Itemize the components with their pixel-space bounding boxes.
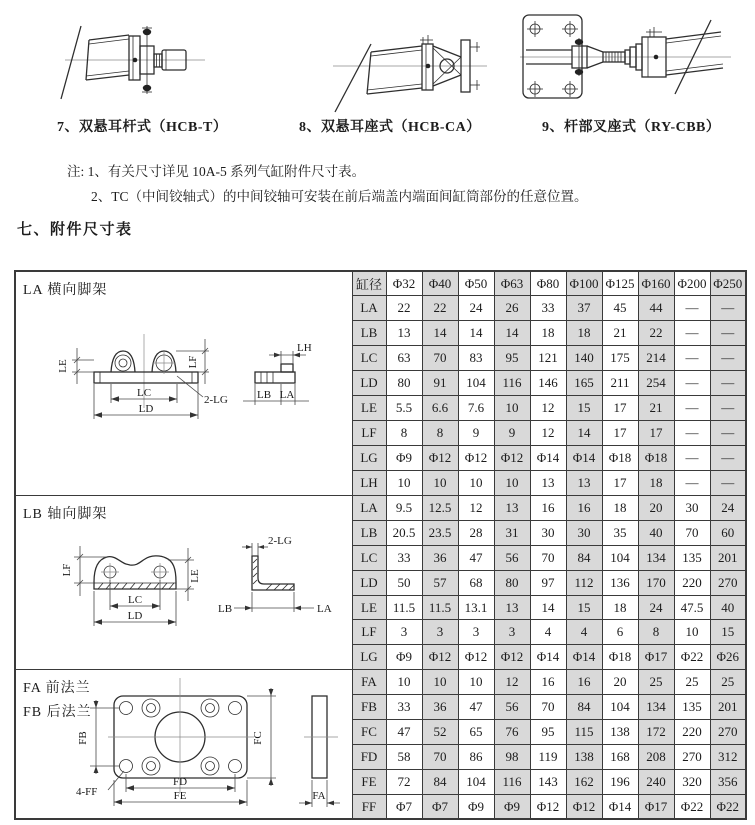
dim-value: 30 xyxy=(674,496,710,521)
dim-value: 10 xyxy=(458,670,494,695)
dim-value: 356 xyxy=(710,769,746,794)
dim-value: 104 xyxy=(602,695,638,720)
dim-value: 98 xyxy=(494,744,530,769)
dim-value: 4 xyxy=(530,620,566,645)
dim-value: 7.6 xyxy=(458,396,494,421)
dim-value: 11.5 xyxy=(386,595,422,620)
dim-value: 18 xyxy=(638,471,674,496)
dim-value: 63 xyxy=(386,346,422,371)
dim-value: 25 xyxy=(710,670,746,695)
row-label: LB xyxy=(352,520,386,545)
dim-value: 104 xyxy=(458,769,494,794)
dim-value: 12 xyxy=(530,396,566,421)
dim-value: 80 xyxy=(386,371,422,396)
dim-value: 162 xyxy=(566,769,602,794)
dim-value: Φ22 xyxy=(674,645,710,670)
dim-value: 13 xyxy=(530,471,566,496)
column-header: Φ100 xyxy=(566,271,602,296)
dim-value: 23.5 xyxy=(422,520,458,545)
flange-drawing xyxy=(16,670,351,818)
dim-value: 115 xyxy=(566,720,602,745)
row-label: FC xyxy=(352,720,386,745)
dim-value: 47.5 xyxy=(674,595,710,620)
dim-value: 68 xyxy=(458,570,494,595)
header-row xyxy=(15,271,746,296)
dim-value: 3 xyxy=(494,620,530,645)
dim-value: 18 xyxy=(602,595,638,620)
dim-value: 17 xyxy=(602,396,638,421)
dim-value: 45 xyxy=(602,296,638,321)
dim-value: 10 xyxy=(458,471,494,496)
dim-label-ld: LD xyxy=(138,403,154,415)
dim-value: 22 xyxy=(422,296,458,321)
dim-value: 52 xyxy=(422,720,458,745)
dim-value: 20 xyxy=(602,670,638,695)
figure-rod-fork-mount-drawing xyxy=(515,2,737,116)
dim-value: — xyxy=(710,421,746,446)
dim-label-lh: LH xyxy=(297,342,312,354)
dim-value: 138 xyxy=(602,720,638,745)
dim-value: 17 xyxy=(602,471,638,496)
table-row xyxy=(15,496,746,521)
row-label: LF xyxy=(352,620,386,645)
diagram-title-rear-flange: FB 后法兰 xyxy=(23,705,92,721)
dim-value: 70 xyxy=(422,346,458,371)
dim-value: Φ12 xyxy=(494,645,530,670)
dim-value: 17 xyxy=(638,421,674,446)
dim-value: 254 xyxy=(638,371,674,396)
dim-value: 104 xyxy=(458,371,494,396)
dim-value: 168 xyxy=(602,744,638,769)
dim-value: 47 xyxy=(458,695,494,720)
dim-value: 33 xyxy=(386,695,422,720)
note-line-2: 2、TC（中间铰轴式）的中间铰轴可安装在前后端盖内端面间缸筒部份的任意位置。 xyxy=(91,189,588,204)
dim-value: 95 xyxy=(494,346,530,371)
dim-label-le: LE xyxy=(189,569,201,583)
dim-value: 136 xyxy=(602,570,638,595)
la-bracket-drawing xyxy=(16,272,351,495)
dim-value: Φ22 xyxy=(674,794,710,819)
dim-value: 18 xyxy=(530,321,566,346)
dim-value: 91 xyxy=(422,371,458,396)
dim-value: 84 xyxy=(422,769,458,794)
dim-value: 16 xyxy=(530,670,566,695)
row-label: LF xyxy=(352,421,386,446)
diagram-title: LA 横向脚架 xyxy=(23,283,108,298)
dim-value: 10 xyxy=(422,670,458,695)
dim-value: 24 xyxy=(458,296,494,321)
dim-value: Φ17 xyxy=(638,794,674,819)
dim-value: — xyxy=(710,346,746,371)
dim-value: 12 xyxy=(494,670,530,695)
figure-caption-ry-cbb: 9、杆部叉座式（RY-CBB） xyxy=(542,120,721,135)
note-line-1: 注: 1、有关尺寸详见 10A-5 系列气缸附件尺寸表。 xyxy=(67,164,366,179)
dim-value: 10 xyxy=(422,471,458,496)
dim-value: Φ12 xyxy=(530,794,566,819)
lb-bracket-drawing xyxy=(16,496,351,669)
dim-label-fd: FD xyxy=(172,776,188,789)
dimension-table xyxy=(14,270,747,820)
dim-value: Φ14 xyxy=(566,446,602,471)
dim-value: 14 xyxy=(566,421,602,446)
dim-value: 121 xyxy=(530,346,566,371)
dim-value: 13 xyxy=(494,595,530,620)
dim-value: 65 xyxy=(458,720,494,745)
dim-value: 9.5 xyxy=(386,496,422,521)
dim-value: 44 xyxy=(638,296,674,321)
dim-value: Φ17 xyxy=(638,645,674,670)
dim-label-fc: FC xyxy=(252,731,264,745)
dim-value: 119 xyxy=(530,744,566,769)
column-header: Φ125 xyxy=(602,271,638,296)
dim-value: 60 xyxy=(710,520,746,545)
dim-value: 4 xyxy=(566,620,602,645)
dim-value: 112 xyxy=(566,570,602,595)
dim-value: 13 xyxy=(494,496,530,521)
column-header: Φ50 xyxy=(458,271,494,296)
dim-value: 30 xyxy=(530,520,566,545)
dim-value: 172 xyxy=(638,720,674,745)
diagram-title: LB 轴向脚架 xyxy=(23,507,108,523)
dim-label-lc: LC xyxy=(136,387,152,399)
dim-value: 47 xyxy=(458,545,494,570)
dim-value: — xyxy=(674,321,710,346)
dim-value: Φ9 xyxy=(386,446,422,471)
dim-value: 58 xyxy=(386,744,422,769)
section-title: 七、附件尺寸表 xyxy=(17,222,133,238)
dim-value: Φ14 xyxy=(530,446,566,471)
bore-diameter-header: 缸径 xyxy=(352,271,386,296)
row-label: FB xyxy=(352,695,386,720)
dim-value: 33 xyxy=(386,545,422,570)
dim-value: Φ12 xyxy=(458,446,494,471)
dim-value: 95 xyxy=(530,720,566,745)
dim-label-lb: LB xyxy=(218,603,233,616)
dim-value: Φ26 xyxy=(710,645,746,670)
dim-value: — xyxy=(674,446,710,471)
dim-value: 8 xyxy=(638,620,674,645)
diagram-cell-la xyxy=(15,271,352,496)
dim-value: 56 xyxy=(494,545,530,570)
dim-value: 97 xyxy=(530,570,566,595)
dim-value: — xyxy=(710,321,746,346)
dim-value: 143 xyxy=(530,769,566,794)
dim-value: Φ12 xyxy=(422,645,458,670)
dim-value: 134 xyxy=(638,695,674,720)
dim-value: 56 xyxy=(494,695,530,720)
row-label: LH xyxy=(352,471,386,496)
dim-value: 14 xyxy=(458,321,494,346)
dim-value: 35 xyxy=(602,520,638,545)
dim-value: Φ18 xyxy=(602,645,638,670)
dim-value: 135 xyxy=(674,695,710,720)
dim-value: 312 xyxy=(710,744,746,769)
dim-value: 220 xyxy=(674,570,710,595)
dim-value: 196 xyxy=(602,769,638,794)
dim-value: 20 xyxy=(638,496,674,521)
column-header: Φ200 xyxy=(674,271,710,296)
dim-value: — xyxy=(674,296,710,321)
dim-value: 6 xyxy=(602,620,638,645)
dim-value: 135 xyxy=(674,545,710,570)
dim-label-2lg: 2-LG xyxy=(268,535,292,548)
dim-value: 25 xyxy=(638,670,674,695)
dim-label-lf: LF xyxy=(61,563,73,577)
dim-value: 134 xyxy=(638,545,674,570)
dim-value: 15 xyxy=(566,396,602,421)
row-label: LA xyxy=(352,296,386,321)
dim-value: 3 xyxy=(422,620,458,645)
column-header: Φ160 xyxy=(638,271,674,296)
dim-value: — xyxy=(674,471,710,496)
dim-value: — xyxy=(674,346,710,371)
dim-value: — xyxy=(710,446,746,471)
dim-value: 8 xyxy=(386,421,422,446)
dim-label-fa: FA xyxy=(312,790,326,803)
dim-value: 86 xyxy=(458,744,494,769)
dim-value: — xyxy=(674,421,710,446)
dim-value: 208 xyxy=(638,744,674,769)
dim-value: 11.5 xyxy=(422,595,458,620)
dim-value: Φ9 xyxy=(386,645,422,670)
column-header: Φ40 xyxy=(422,271,458,296)
diagram-cell-fa xyxy=(15,670,352,820)
dim-value: — xyxy=(674,371,710,396)
dim-value: 10 xyxy=(674,620,710,645)
dim-value: Φ18 xyxy=(602,446,638,471)
dim-value: 70 xyxy=(422,744,458,769)
dim-value: 201 xyxy=(710,695,746,720)
dim-value: 13.1 xyxy=(458,595,494,620)
dim-label-4ff: 4-FF xyxy=(76,786,98,799)
dim-label-lf: LF xyxy=(187,355,199,369)
dim-label-ld: LD xyxy=(127,610,143,623)
dim-value: 320 xyxy=(674,769,710,794)
dim-value: 16 xyxy=(530,496,566,521)
dim-value: 57 xyxy=(422,570,458,595)
dim-value: 10 xyxy=(386,670,422,695)
dim-value: 72 xyxy=(386,769,422,794)
row-label: FF xyxy=(352,794,386,819)
dim-value: 21 xyxy=(602,321,638,346)
dim-value: 10 xyxy=(494,396,530,421)
dim-value: 17 xyxy=(602,421,638,446)
dim-value: 9 xyxy=(458,421,494,446)
dim-value: Φ12 xyxy=(458,645,494,670)
dim-label-2lg: 2-LG xyxy=(204,394,228,406)
dim-value: 138 xyxy=(566,744,602,769)
dim-value: 30 xyxy=(566,520,602,545)
dim-value: 13 xyxy=(386,321,422,346)
column-header: Φ250 xyxy=(710,271,746,296)
dim-value: 47 xyxy=(386,720,422,745)
dim-label-lc: LC xyxy=(127,594,143,607)
column-header: Φ32 xyxy=(386,271,422,296)
dim-value: 240 xyxy=(638,769,674,794)
dim-value: 80 xyxy=(494,570,530,595)
dim-value: — xyxy=(710,471,746,496)
dim-value: 22 xyxy=(386,296,422,321)
figure-caption-hcb-t: 7、双悬耳杆式（HCB-T） xyxy=(57,120,228,135)
row-label: LC xyxy=(352,545,386,570)
dim-value: — xyxy=(710,296,746,321)
dim-value: 40 xyxy=(638,520,674,545)
dim-label-la: LA xyxy=(317,603,332,616)
dim-value: 16 xyxy=(566,670,602,695)
dim-value: 140 xyxy=(566,346,602,371)
dim-value: 220 xyxy=(674,720,710,745)
dim-value: 6.6 xyxy=(422,396,458,421)
dim-value: 104 xyxy=(602,545,638,570)
column-header: Φ63 xyxy=(494,271,530,296)
row-label: LE xyxy=(352,595,386,620)
dim-value: 18 xyxy=(566,321,602,346)
dim-value: 12 xyxy=(530,421,566,446)
dimension-table-body xyxy=(15,271,746,819)
diagram-cell-lb xyxy=(15,496,352,670)
dim-value: 270 xyxy=(710,720,746,745)
row-label: LD xyxy=(352,570,386,595)
dim-value: 15 xyxy=(566,595,602,620)
dim-value: 270 xyxy=(674,744,710,769)
row-label: LB xyxy=(352,321,386,346)
dim-value: 84 xyxy=(566,695,602,720)
dim-value: 5.5 xyxy=(386,396,422,421)
dim-value: 8 xyxy=(422,421,458,446)
dim-value: 9 xyxy=(494,421,530,446)
dim-value: 76 xyxy=(494,720,530,745)
dim-value: 214 xyxy=(638,346,674,371)
diagram-title-front-flange: FA 前法兰 xyxy=(23,681,91,697)
dim-value: 36 xyxy=(422,545,458,570)
figure-caption-hcb-ca: 8、双悬耳座式（HCB-CA） xyxy=(299,120,481,135)
dim-value: 170 xyxy=(638,570,674,595)
dim-value: 36 xyxy=(422,695,458,720)
dim-value: Φ9 xyxy=(494,794,530,819)
dim-value: — xyxy=(674,396,710,421)
dim-value: 3 xyxy=(386,620,422,645)
dim-value: 40 xyxy=(710,595,746,620)
dim-value: 10 xyxy=(494,471,530,496)
row-label: LG xyxy=(352,645,386,670)
dim-value: 3 xyxy=(458,620,494,645)
dim-value: 24 xyxy=(638,595,674,620)
dim-value: 70 xyxy=(530,545,566,570)
dim-value: 15 xyxy=(710,620,746,645)
dim-value: Φ18 xyxy=(638,446,674,471)
row-label: LC xyxy=(352,346,386,371)
dim-value: 116 xyxy=(494,769,530,794)
dim-label-fe: FE xyxy=(173,790,187,803)
dim-value: 13 xyxy=(566,471,602,496)
dim-value: — xyxy=(710,396,746,421)
dim-value: 14 xyxy=(494,321,530,346)
dim-value: Φ22 xyxy=(710,794,746,819)
dim-value: Φ12 xyxy=(422,446,458,471)
dim-value: 22 xyxy=(638,321,674,346)
row-label: FD xyxy=(352,744,386,769)
dim-value: — xyxy=(710,371,746,396)
dim-label-le: LE xyxy=(57,359,69,373)
dim-value: 116 xyxy=(494,371,530,396)
row-label: LA xyxy=(352,496,386,521)
dim-value: 12.5 xyxy=(422,496,458,521)
dim-value: Φ14 xyxy=(566,645,602,670)
dim-value: 12 xyxy=(458,496,494,521)
table-row xyxy=(15,670,746,695)
column-header: Φ80 xyxy=(530,271,566,296)
dim-value: 201 xyxy=(710,545,746,570)
dim-value: 21 xyxy=(638,396,674,421)
dim-value: 25 xyxy=(674,670,710,695)
row-label: FE xyxy=(352,769,386,794)
dim-value: 165 xyxy=(566,371,602,396)
dim-value: 50 xyxy=(386,570,422,595)
dim-value: 84 xyxy=(566,545,602,570)
figure-rod-clevis-drawing xyxy=(45,4,215,116)
dim-value: 14 xyxy=(422,321,458,346)
dim-value: Φ14 xyxy=(530,645,566,670)
dim-value: 20.5 xyxy=(386,520,422,545)
row-label: LE xyxy=(352,396,386,421)
dim-value: 146 xyxy=(530,371,566,396)
dim-value: 70 xyxy=(530,695,566,720)
row-label: LD xyxy=(352,371,386,396)
dim-label-fb: FB xyxy=(77,731,89,745)
dim-value: 26 xyxy=(494,296,530,321)
dim-value: 70 xyxy=(674,520,710,545)
dim-label-la: LA xyxy=(279,389,295,401)
dim-value: 14 xyxy=(530,595,566,620)
diagram-la-foot-bracket xyxy=(16,272,351,495)
dim-value: 31 xyxy=(494,520,530,545)
dim-value: 24 xyxy=(710,496,746,521)
dim-label-lb: LB xyxy=(256,389,272,401)
row-label: LG xyxy=(352,446,386,471)
row-label: FA xyxy=(352,670,386,695)
dim-value: 33 xyxy=(530,296,566,321)
dim-value: 16 xyxy=(566,496,602,521)
dim-value: 37 xyxy=(566,296,602,321)
dim-value: 83 xyxy=(458,346,494,371)
dim-value: 270 xyxy=(710,570,746,595)
diagram-fa-fb-flange xyxy=(16,670,351,818)
dim-value: 10 xyxy=(386,471,422,496)
dim-value: 18 xyxy=(602,496,638,521)
diagram-lb-foot-bracket xyxy=(16,496,351,669)
dim-value: Φ7 xyxy=(386,794,422,819)
dim-value: Φ9 xyxy=(458,794,494,819)
dim-value: Φ12 xyxy=(494,446,530,471)
dim-value: 28 xyxy=(458,520,494,545)
dim-value: Φ14 xyxy=(602,794,638,819)
dim-value: 175 xyxy=(602,346,638,371)
dim-value: 211 xyxy=(602,371,638,396)
dim-value: Φ12 xyxy=(566,794,602,819)
dim-value: Φ7 xyxy=(422,794,458,819)
